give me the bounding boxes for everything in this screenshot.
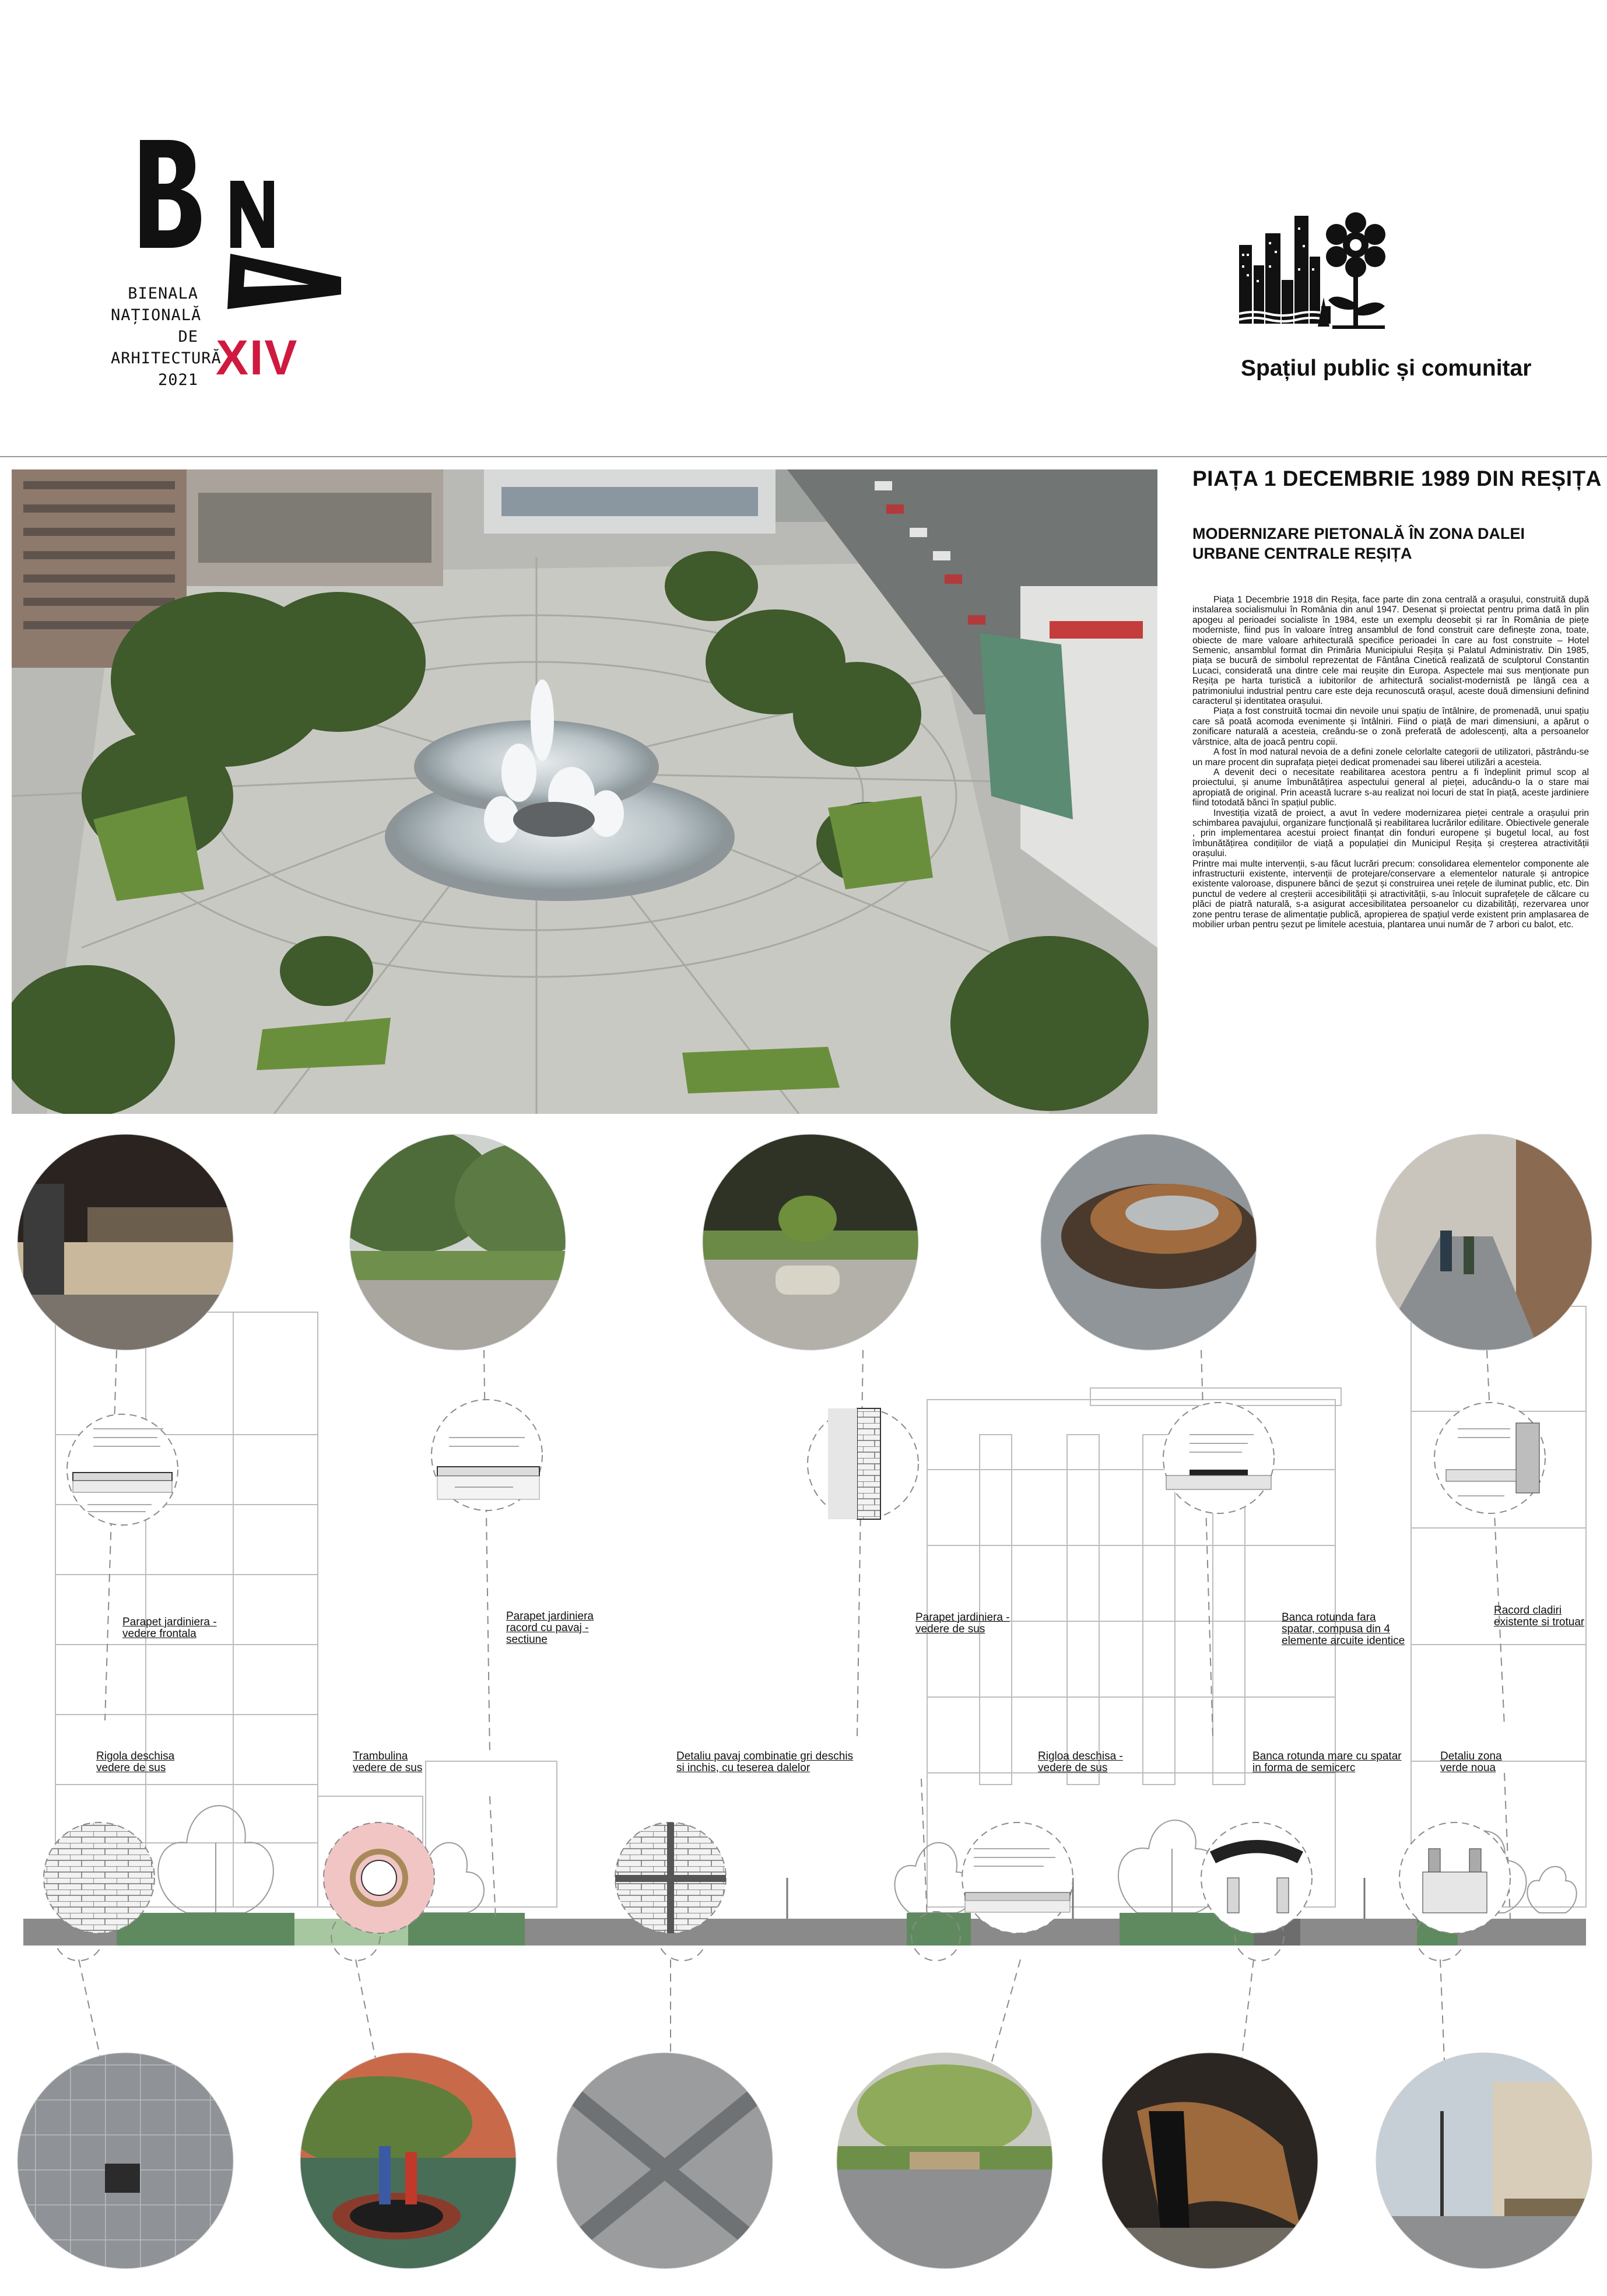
section-label — [1282, 1612, 1405, 1647]
paragraph: Piața a fost construită tocmai din nevoile unui spațiu de întâlnire, de promenadă, unui spațiu care să poată acomoda evenimente și întâlniri. Fiind o piață de mari dimensiuni, a apărut o zonificare naturală a acesteia, creându-se o zonă preferată de adolescenți, alta a persoanelor vârstnice, alta de joacă pentru copii. — [1192, 706, 1589, 747]
detail-trampoline — [324, 1822, 434, 1933]
logo-letter-n — [230, 181, 274, 248]
header-divider — [0, 456, 1607, 457]
label-line: Rigloa deschisa - — [1038, 1750, 1123, 1762]
logo-subtitle — [111, 283, 222, 391]
label-line: Banca rotunda mare cu spatar — [1252, 1750, 1402, 1762]
article-title: PIAȚA 1 DECEMBRIE 1989 DIN REȘIȚA — [1192, 467, 1602, 490]
label-line: si inchis, cu teserea dalelor — [676, 1762, 810, 1774]
detail-circle-5 — [1434, 1403, 1545, 1513]
photo-curved-bench — [1102, 2053, 1318, 2269]
label-line: existente si trotuar — [1494, 1616, 1585, 1628]
logo-letter-a — [227, 254, 341, 309]
section-label — [122, 1617, 217, 1640]
article-body — [1192, 595, 1589, 930]
flower-icon — [1326, 212, 1385, 329]
label-line: Parapet jardiniera - — [122, 1616, 217, 1628]
photo-planter-park — [321, 1126, 595, 1350]
label-line: Rigola deschisa — [96, 1750, 175, 1762]
section-label — [1038, 1751, 1123, 1774]
label-line: elemente arcuite identice — [1282, 1635, 1405, 1647]
photo-sidewalk — [1376, 1134, 1592, 1350]
paragraph: A fost în mod natural nevoia de a defini zonele celorlalte categorii de utilizatori, păstrându-se un mare procent din suprafața pieței dedicat promenadei sau liberei utilizări a acesteia. — [1192, 747, 1589, 767]
logo-subtitle-line: DE — [178, 328, 198, 346]
section-label — [96, 1751, 174, 1774]
paragraph: A devenit deci o necesitate reabilitarea acestora pentru a fi îndeplinit primul scop al proiectului, și anume îmbunătățirea aspectului general al pieței, aducându-o la o stare mai apropiată de original. Prin această lucrare s-au realizat noi locuri de stat în piață, aceste jardiniere fiind totodată bănci în spațiul public. — [1192, 767, 1589, 808]
photo-planters-street — [837, 2053, 1052, 2269]
label-line: vedere de sus — [96, 1762, 166, 1774]
label-line: spatar, compusa din 4 — [1282, 1623, 1390, 1635]
logo-subtitle-line: ARHITECTURĂ — [111, 349, 222, 367]
street-section-drawing — [0, 1120, 1607, 2296]
logo-subtitle-line: NAȚIONALĂ — [111, 306, 202, 324]
photo-green-zone-street — [1376, 2053, 1592, 2269]
section-label — [915, 1612, 1010, 1635]
label-line: Detaliu zona — [1440, 1750, 1502, 1762]
label-line: vedere de sus — [353, 1762, 423, 1774]
section-label — [1440, 1751, 1502, 1774]
city-and-flower-icon — [1236, 210, 1388, 332]
photo-trampoline-kids — [286, 2053, 516, 2269]
logo-subtitle-line: BIENALA — [128, 285, 198, 303]
label-line: vedere de sus — [915, 1623, 985, 1635]
section-label — [676, 1751, 853, 1774]
label-line: Detaliu pavaj combinatie gri deschis — [676, 1750, 854, 1762]
detail-circle-1 — [67, 1414, 178, 1525]
photo-paving-texture — [557, 2053, 773, 2269]
photo-round-bench — [1041, 1134, 1259, 1350]
label-line: vedere frontala — [122, 1628, 197, 1640]
photo-gutter-paving — [17, 2053, 233, 2269]
label-line: Parapet jardiniera - — [915, 1611, 1010, 1624]
logo-letter-b — [140, 140, 201, 248]
label-line: sectiune — [506, 1634, 548, 1646]
detail-circle-2 — [431, 1400, 542, 1510]
article-subtitle: MODERNIZARE PIETONALĂ ÎN ZONA DALEI URBANE CENTRALE REȘIȚA — [1192, 525, 1525, 562]
detail-section-layers — [962, 1822, 1073, 1933]
label-line: Trambulina — [353, 1750, 408, 1762]
edition-number: XIV — [216, 330, 299, 385]
photo-planter-tree — [703, 1134, 918, 1350]
section-label — [1494, 1605, 1584, 1628]
label-line: Racord cladiri — [1494, 1604, 1562, 1617]
detail-circle-4 — [1163, 1403, 1274, 1513]
aerial-photo — [12, 469, 1157, 1114]
photo-planter-night — [17, 1134, 233, 1350]
detail-paving-grid — [615, 1822, 726, 1933]
label-line: vedere de sus — [1038, 1762, 1108, 1774]
paragraph: Investiția vizată de proiect, a avut în vedere modernizarea pieței centrale a orașului prin schimbarea pavajului, organizare funcțională și reabilitarea lucrărilor edilitare. Obiectivele generale , prin implementarea acestui proiect finanțat din fonduri europene și bugetul local, au fost îmbunătățirea condițiilor de viață a populației din Municipul Reșița și creșterea atractivității orașului. — [1192, 808, 1589, 859]
detail-green-zone — [1399, 1822, 1510, 1933]
label-line: in forma de semicerc — [1252, 1762, 1356, 1774]
detail-circle-3 — [808, 1408, 918, 1519]
paragraph: Printre mai multe intervenții, s-au făcut lucrări precum: consolidarea elementelor componente ale infrastructurii existente, intervenții de protejare/conservare a elementelor naturale și antropice existente valoroase, dispunere bănci de șezut și construirea unei rețele de iluminat public, etc. Din punctul de vedere al creșterii accesibilității și atractivității, s-au înlocuit suprafețele de călcare cu plăci de piatră naturală, s-a asigurat accesibilitatea persoanelor cu dizabilități, rezervarea unor zone pentru terase de alimentație publică, apropierea de spațiul verde existent prin amplasarea de mobilier urban pentru șezut pe limitele acestuia, plantarea unui număr de 7 arbori cu balot, etc. — [1192, 858, 1589, 930]
section-label — [353, 1751, 422, 1774]
detail-gutter — [44, 1822, 155, 1933]
label-line: racord cu pavaj - — [506, 1622, 589, 1634]
theme-label: Spațiul public și comunitar — [1241, 356, 1532, 381]
paragraph: Piața 1 Decembrie 1918 din Reșița, face parte din zona centrală a orașului, construită după instalarea socialismului în România din anul 1947. Desenat și proiectat pentru prima dată în plin apogeu al perioadei socialiste în 1984, este un exemplu deosebit și rar în România de piețe moderniste, fiind pus în valoare întreg ansamblul de fond construit care definește zona, toate, obiecte de mare valoare arhitecturală specifice perioadei în care au fost construite – Hotel Semenic, ansamblul format din Primăria Municipiului Reșița și Palatul Administrativ. Din 1985, piața se bucură de simbolul reprezentat de Fântâna Cinetică realizată de sculptorul Constantin Lucaci, considerată una dintre cele mai reușite din Europa. Aspectele mai sus menționate pun Reșița pe harta turistică a iubitorilor de arhitectură socialist-modernistă pe lângă cea a patrimoniului industrial pentru care este deja recunoscută orașul, aceste două dimensiuni definind caracterul și identitatea orașului. — [1192, 595, 1589, 707]
label-line: Parapet jardiniera — [506, 1610, 594, 1622]
section-label — [506, 1611, 594, 1646]
label-line: Banca rotunda fara — [1282, 1611, 1376, 1624]
label-line: verde noua — [1440, 1762, 1496, 1774]
logo-subtitle-line: 2021 — [157, 371, 198, 389]
detail-semicircle-bench — [1201, 1822, 1312, 1933]
section-label — [1252, 1751, 1402, 1774]
